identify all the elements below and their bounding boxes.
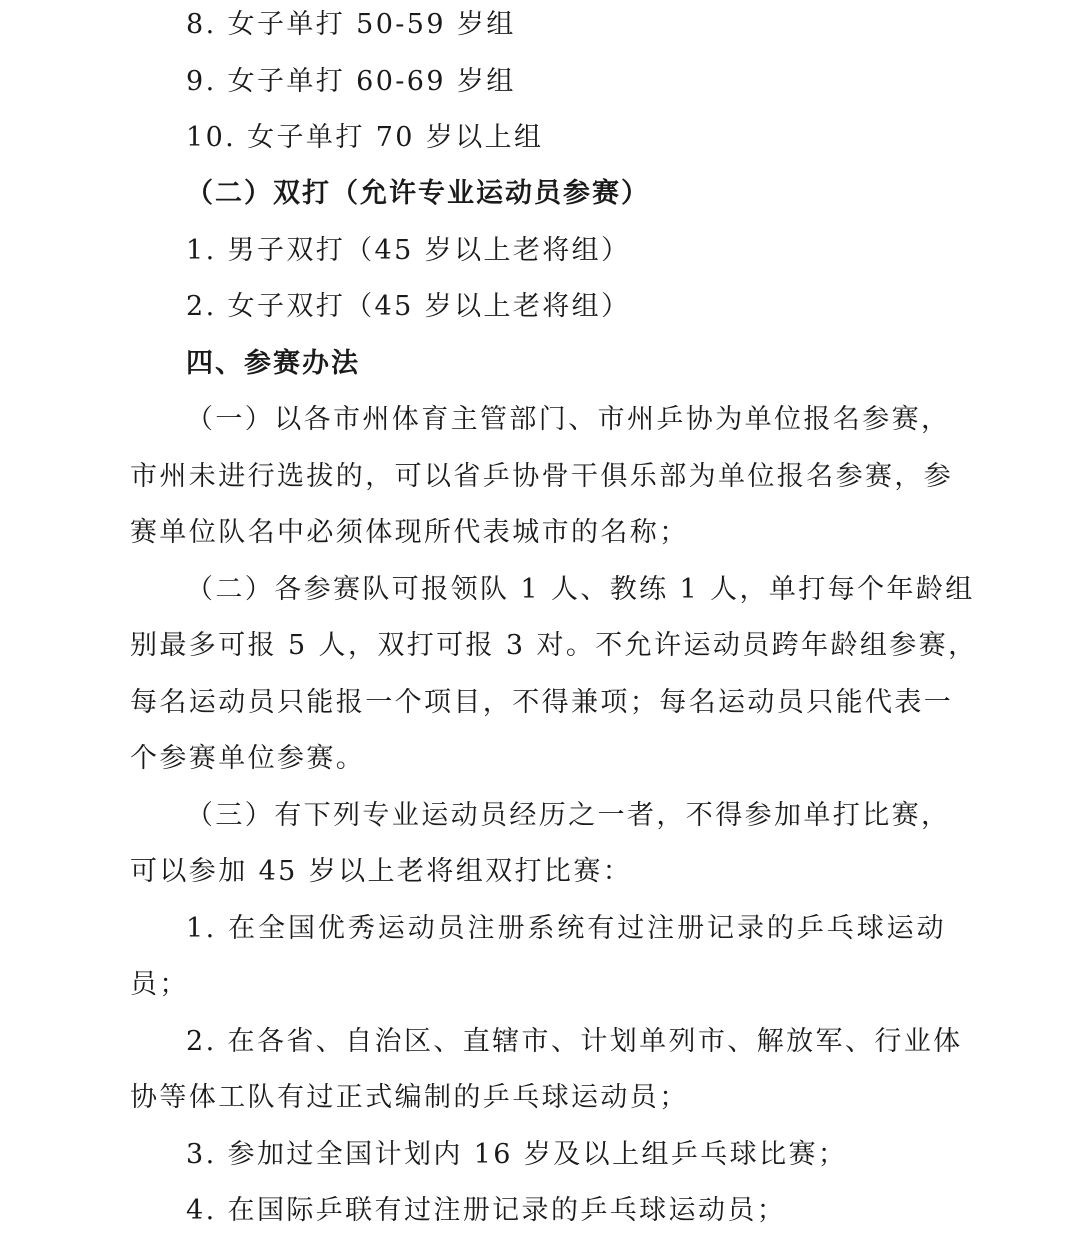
section-heading-doubles: （二）双打（允许专业运动员参赛） xyxy=(186,178,650,209)
paragraph-1-line-2: 市州未进行选拔的，可以省乒协骨干俱乐部为单位报名参赛，参 xyxy=(130,461,954,492)
paragraph-2-line-2: 别最多可报 5 人，双打可报 3 对。不允许运动员跨年龄组参赛， xyxy=(130,630,978,661)
section-heading-participation-method: 四、参赛办法 xyxy=(186,348,360,379)
paragraph-3-line-2: 可以参加 45 岁以上老将组双打比赛： xyxy=(130,856,633,887)
list-item-1-line-1: 1. 在全国优秀运动员注册系统有过注册记录的乒乓球运动 xyxy=(186,913,946,944)
paragraph-3-line-1: （三）有下列专业运动员经历之一者，不得参加单打比赛， xyxy=(186,800,951,831)
paragraph-2-line-1: （二）各参赛队可报领队 1 人、教练 1 人，单打每个年龄组 xyxy=(186,574,975,605)
list-item-mens-doubles: 1. 男子双打（45 岁以上老将组） xyxy=(186,235,631,266)
paragraph-1-line-1: （一）以各市州体育主管部门、市州乒协为单位报名参赛， xyxy=(186,404,951,435)
list-item-2-line-2: 协等体工队有过正式编制的乒乓球运动员； xyxy=(130,1082,689,1113)
list-item-1-line-2: 员； xyxy=(130,969,189,1000)
paragraph-2-line-4: 个参赛单位参赛。 xyxy=(130,743,366,774)
list-item-womens-singles-60-69: 9. 女子单打 60-69 岁组 xyxy=(186,66,516,97)
paragraph-2-line-3: 每名运动员只能报一个项目，不得兼项；每名运动员只能代表一 xyxy=(130,687,954,718)
list-item-4: 4. 在国际乒联有过注册记录的乒乓球运动员； xyxy=(186,1195,787,1226)
paragraph-1-line-3: 赛单位队名中必须体现所代表城市的名称； xyxy=(130,517,689,548)
list-item-womens-doubles: 2. 女子双打（45 岁以上老将组） xyxy=(186,291,631,322)
list-item-womens-singles-50-59: 8. 女子单打 50-59 岁组 xyxy=(186,9,516,40)
list-item-womens-singles-70-plus: 10. 女子单打 70 岁以上组 xyxy=(186,122,544,153)
list-item-3: 3. 参加过全国计划内 16 岁及以上组乒乓球比赛； xyxy=(186,1139,848,1170)
list-item-2-line-1: 2. 在各省、自治区、直辖市、计划单列市、解放军、行业体 xyxy=(186,1026,963,1057)
